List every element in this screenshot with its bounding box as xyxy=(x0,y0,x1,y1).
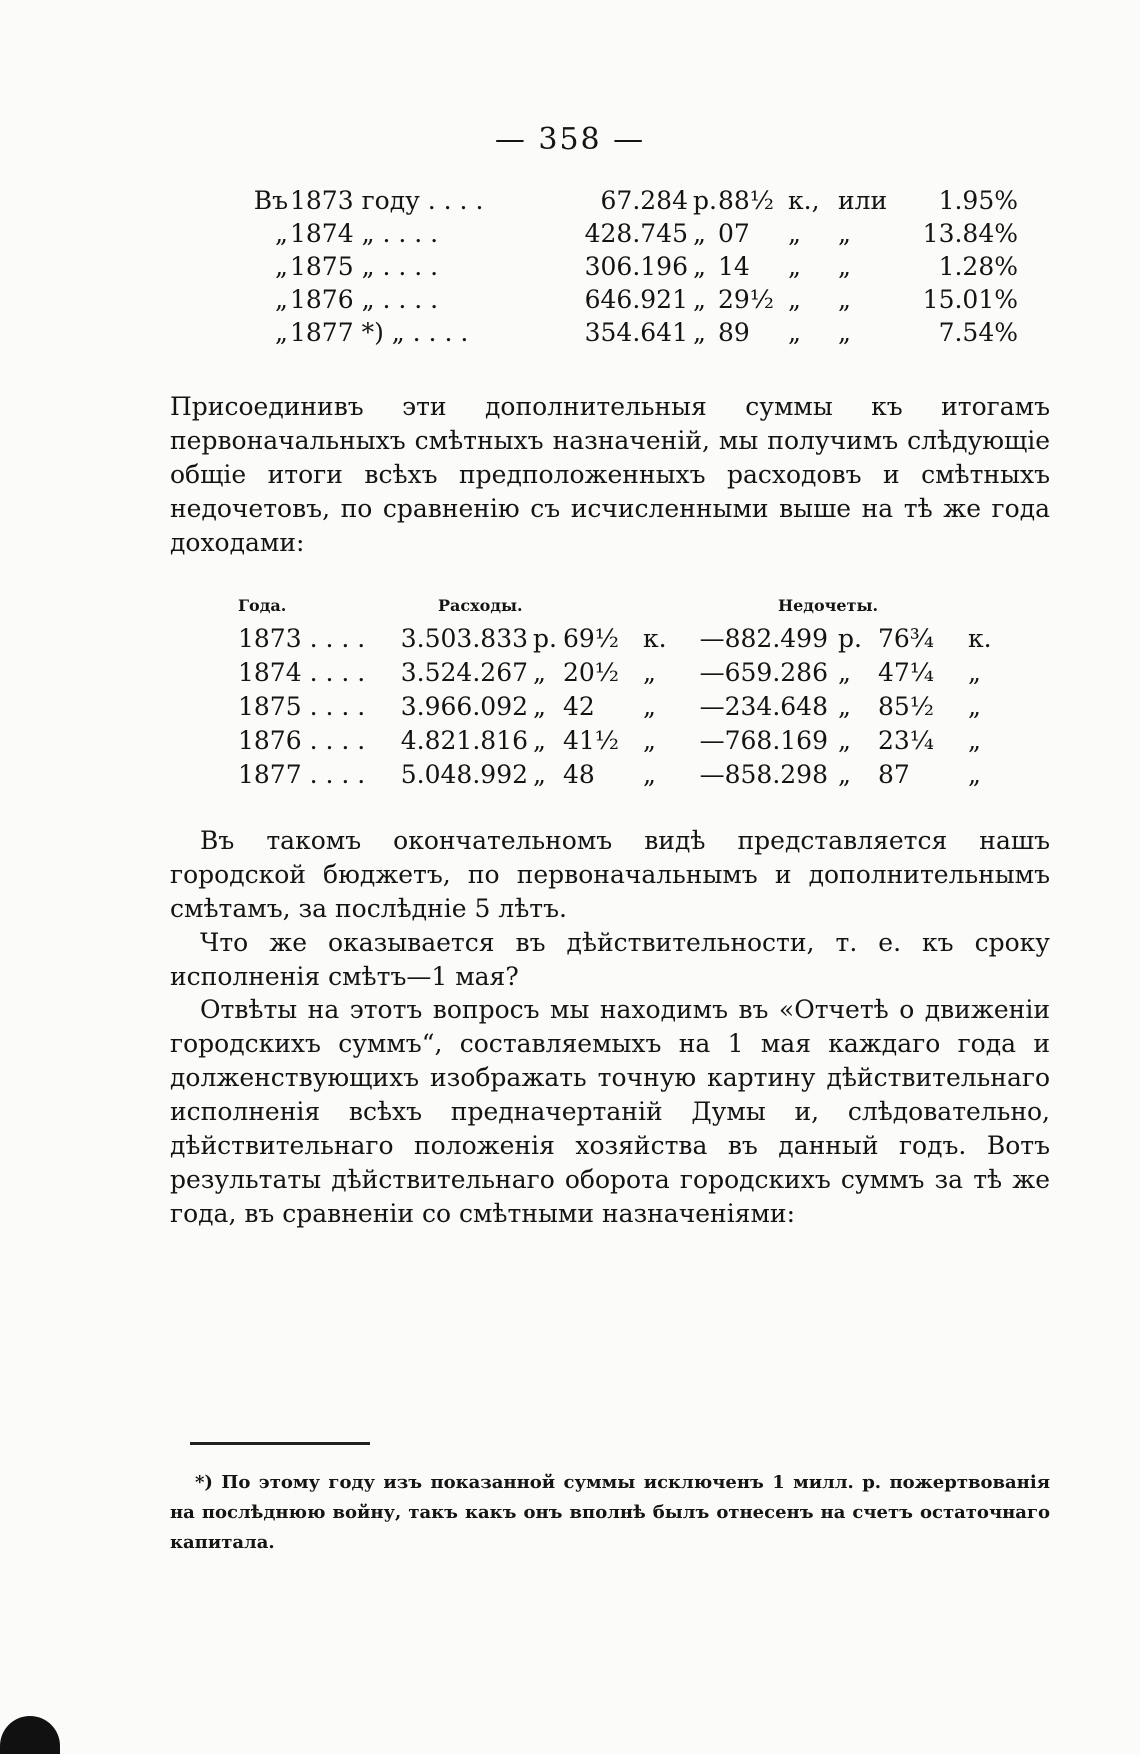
row-ili: „ xyxy=(838,252,851,281)
table-row xyxy=(238,692,1018,726)
row-kop: 42 xyxy=(563,692,595,721)
row-kop: 23¼ xyxy=(878,726,935,755)
table-row xyxy=(238,658,1018,692)
row-percent: 15.01% xyxy=(922,285,1018,314)
row-expenses: 4.821.816 xyxy=(400,726,528,755)
row-kop: 07 xyxy=(718,219,750,248)
row-label: „ xyxy=(275,285,288,314)
table-row xyxy=(228,285,1018,318)
row-kop: 47¼ xyxy=(878,658,935,687)
row-rub: „ xyxy=(693,252,706,281)
row-year: 1877 *) „ . . . . xyxy=(290,318,469,347)
row-k: „ xyxy=(643,692,656,721)
row-k: „ xyxy=(643,658,656,687)
row-k: „ xyxy=(643,726,656,755)
row-year: 1876 „ . . . . xyxy=(290,285,439,314)
row-ili: „ xyxy=(838,318,851,347)
row-rub: „ xyxy=(838,692,851,721)
row-rub: „ xyxy=(533,692,546,721)
row-rub: р. xyxy=(693,186,717,215)
row-k: „ xyxy=(788,219,801,248)
expenses-deficits-table xyxy=(238,590,1018,794)
row-kop: 29½ xyxy=(718,285,775,314)
row-rub: „ xyxy=(838,726,851,755)
table-row xyxy=(228,318,1018,351)
row-k: „ xyxy=(643,760,656,789)
page-number: — 358 — xyxy=(494,122,646,157)
row-k: к. xyxy=(968,624,992,653)
row-kop: 41½ xyxy=(563,726,620,755)
row-deficit: —234.648 xyxy=(699,692,828,721)
footnote-divider xyxy=(190,1442,370,1445)
row-rub: „ xyxy=(693,318,706,347)
row-rub: „ xyxy=(693,219,706,248)
paragraph-totals-intro: Присоединивъ эти дополнительныя суммы къ итогамъ первоначальныхъ смѣтныхъ назначеній, мы получимъ слѣдующіе общіе итоги всѣхъ предположенныхъ расходовъ и смѣтныхъ недочетовъ, по сравненію съ исчисленными выше на тѣ же года доходами: xyxy=(170,392,1050,557)
table-row xyxy=(238,726,1018,760)
row-rub: „ xyxy=(533,658,546,687)
row-year: 1874 . . . . xyxy=(238,658,366,687)
row-kop: 69½ xyxy=(563,624,620,653)
paragraph-answer: Отвѣты на этотъ вопросъ мы находимъ въ «Отчетѣ о движеніи городскихъ суммъ“, составляемыхъ на 1 мая каждаго года и долженствующихъ изображать точную картину дѣйствительнаго исполненія всѣхъ предначертаній Думы и, слѣдовательно, дѣйствительнаго положенія хозяйства въ данный годъ. Вотъ результаты дѣйствительнаго оборота городскихъ суммъ за тѣ же года, въ сравненіи со смѣтными назначеніями: xyxy=(170,995,1050,1228)
row-ili: или xyxy=(838,186,888,215)
row-year: 1875 . . . . xyxy=(238,692,366,721)
row-rub: р. xyxy=(533,624,557,653)
row-rub: „ xyxy=(533,726,546,755)
row-amount: 67.284 xyxy=(600,186,688,215)
row-year: 1873 году . . . . xyxy=(290,186,484,215)
row-rub: „ xyxy=(838,760,851,789)
header-year: Года. xyxy=(238,596,287,615)
row-expenses: 3.966.092 xyxy=(400,692,528,721)
row-rub: „ xyxy=(693,285,706,314)
row-year: 1874 „ . . . . xyxy=(290,219,439,248)
table-row xyxy=(228,252,1018,285)
row-year: 1877 . . . . xyxy=(238,760,366,789)
row-deficit: —659.286 xyxy=(699,658,828,687)
row-kop: 48 xyxy=(563,760,595,789)
row-k: к. xyxy=(643,624,667,653)
row-k: „ xyxy=(968,658,981,687)
row-kop: 88½ xyxy=(718,186,775,215)
row-year: 1873 . . . . xyxy=(238,624,366,653)
row-deficit: —882.499 xyxy=(699,624,828,653)
row-kop: 89 xyxy=(718,318,750,347)
row-amount: 306.196 xyxy=(584,252,688,281)
row-percent: 1.95% xyxy=(938,186,1018,215)
row-k: к., xyxy=(788,186,820,215)
row-kop: 87 xyxy=(878,760,910,789)
row-k: „ xyxy=(788,252,801,281)
row-ili: „ xyxy=(838,219,851,248)
row-label: „ xyxy=(275,318,288,347)
page-edge-mark xyxy=(0,1716,60,1754)
row-label: „ xyxy=(275,252,288,281)
row-percent: 7.54% xyxy=(938,318,1018,347)
table-row xyxy=(238,760,1018,794)
row-deficit: —858.298 xyxy=(699,760,828,789)
row-percent: 13.84% xyxy=(922,219,1018,248)
row-rub: р. xyxy=(838,624,862,653)
row-kop: 14 xyxy=(718,252,750,281)
table-header xyxy=(238,590,1018,624)
header-deficits: Недочеты. xyxy=(778,596,879,615)
row-label: „ xyxy=(275,219,288,248)
row-kop: 85½ xyxy=(878,692,935,721)
row-kop: 20½ xyxy=(563,658,620,687)
row-ili: „ xyxy=(838,285,851,314)
row-rub: „ xyxy=(533,760,546,789)
row-expenses: 3.524.267 xyxy=(400,658,528,687)
row-k: „ xyxy=(968,692,981,721)
table-row xyxy=(238,624,1018,658)
row-label: Въ xyxy=(253,186,288,215)
row-kop: 76¾ xyxy=(878,624,935,653)
row-amount: 354.641 xyxy=(584,318,688,347)
paragraph-budget-summary: Въ такомъ окончательномъ видѣ представляется нашъ городской бюджетъ, по первоначальнымъ и дополнительнымъ смѣтамъ, за послѣдніе 5 лѣтъ. xyxy=(170,826,1050,923)
row-k: „ xyxy=(968,760,981,789)
header-expenses: Расходы. xyxy=(438,596,523,615)
row-k: „ xyxy=(788,318,801,347)
table-row xyxy=(228,186,1018,219)
table-row xyxy=(228,219,1018,252)
row-percent: 1.28% xyxy=(938,252,1018,281)
row-k: „ xyxy=(968,726,981,755)
supplementary-sums-table xyxy=(228,186,1018,351)
row-k: „ xyxy=(788,285,801,314)
row-year: 1876 . . . . xyxy=(238,726,366,755)
row-expenses: 3.503.833 xyxy=(400,624,528,653)
row-amount: 428.745 xyxy=(584,219,688,248)
footnote: *) По этому году изъ показанной суммы исключенъ 1 милл. р. пожертвованія на послѣднюю войну, такъ какъ онъ вполнѣ былъ отнесенъ на счетъ остаточнаго капитала. xyxy=(170,1472,1050,1553)
row-year: 1875 „ . . . . xyxy=(290,252,439,281)
row-rub: „ xyxy=(838,658,851,687)
row-deficit: —768.169 xyxy=(699,726,828,755)
paragraph-question: Что же оказывается въ дѣйствительности, т. е. къ сроку исполненія смѣтъ—1 мая? xyxy=(170,928,1050,991)
row-amount: 646.921 xyxy=(584,285,688,314)
row-expenses: 5.048.992 xyxy=(400,760,528,789)
